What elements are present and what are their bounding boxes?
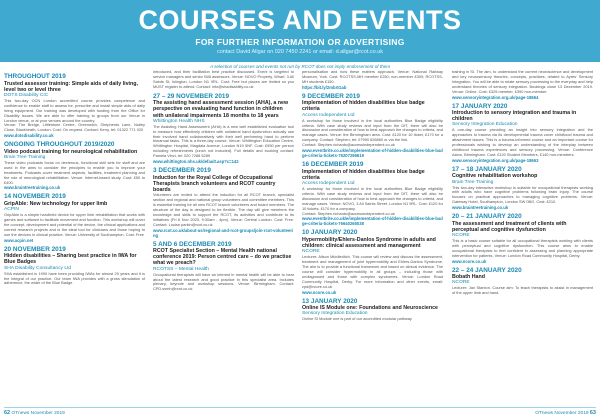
event-organiser: Brain Tree Training xyxy=(4,154,46,160)
event-title: Implementation of hidden disabilities blue badge criteria xyxy=(302,168,425,181)
page-number-right: 63 xyxy=(589,410,596,416)
event-date: 14 NOVEMBER 2019 xyxy=(4,193,66,201)
event-description: personalisation and how these matters approach. Venue: National Railway Museum, York. Cost: RCOTSS-MH member £250; non-member £300; RCOTSS-MH students £150. xyxy=(302,70,443,84)
event-date: 22 – 24 JANUARY 2020 xyxy=(452,266,522,274)
event-organiser: DOTS Disability CIC xyxy=(4,92,49,98)
event-contact: Venue: The Bridge, Littlestone Centre, Greenwich, Shepherds Lane, Nutley Close, Blackheath, London. Cost: On request. Contact: Kerry, tel: 01322 771 020 xyxy=(4,122,145,133)
event-entry xyxy=(4,73,145,138)
event-organiser: Access Independent Ltd xyxy=(302,180,355,186)
event-entry xyxy=(302,298,443,323)
event-description: Occupational therapists will have an interest in mental health will be able to hear about the latest research and good practice in this specialist area. Includes plenary, keynote and workshop sessions. Venue: Birmingham. Contact: CPD.ssmh@rcot.co.uk xyxy=(153,271,294,292)
event-title: Online IS Module one: Foundations and Neuroscience xyxy=(302,305,438,312)
event-date: 10 JANUARY 2020 xyxy=(302,229,358,237)
event-entry xyxy=(452,70,593,100)
event-entry xyxy=(302,93,443,158)
event-description: Lecturer: Jan Stanton. Course aim: To teach therapists to assist in management of the upper limb and hand. xyxy=(452,285,593,296)
intro-disclaimer: A selection of courses and events not run by RCOT does not imply endorsement of them xyxy=(209,64,391,69)
event-description: introduced, and their facilitation best practice discussed. Event is targeted to service managers and senior IWA assessors. Venue: NOVO Property, Wharf, 3 All Saints St, Islington, London N1 9RL. Cost: Free but places are limited so you MUST register to attend. Contact: info@shadisability.co.uk xyxy=(153,70,294,89)
event-entry xyxy=(4,193,145,242)
event-organiser: NCORE xyxy=(452,233,470,239)
publication-left: OTnews November 2019 xyxy=(11,411,65,416)
event-date: 17 JANUARY 2020 xyxy=(452,102,508,110)
event-description: These video podcasts focus on dexterous, functional skill sets for staff and are used in the aims to consider the principles to enable you to improve your treatments. Podcasts cover treatment aspects, facilities, treatment planning and the role of neurological rehabilitation. Venue: Internet-based study. Cost: £50 to £400. xyxy=(4,159,145,185)
event-organiser: RCOTSS – Mental Health xyxy=(153,266,209,272)
event-link[interactable]: https://bit.ly/2mbXGab xyxy=(302,84,347,90)
event-description: A workshop for those involved in the local authorities Blue Badge eligibility criteria. With case study reviews and input from the DfT, there will also be discussion and consideration of how to best approach the changes to criteria, and manage cases. Venue: NOVO, 3 All Saints Street, London N1 9RL. Cost: £120 for 10 tickets, £170 for a company. xyxy=(302,185,443,211)
event-description: SHA established in 1990 have been providing IWAs for almost 20 years and it is the integral of our practice. Our team IWA provides with a gross stimulation of adherence, the wider of the Blue Badge. xyxy=(4,270,145,286)
event-link[interactable]: www.eventbrite.co.uk/e/implementation-of-hidden-disabilities-blue-badge-criteria-tickets-76640265038 xyxy=(302,216,443,227)
event-description: This two-day interactive workshop is suitable for occupational therapists working with adults who have cognitive problems following brain injury. The course focuses on practical approaches to managing cognitive problems. Venue: Gateway Hotel, Southampton, London SW 0BG. Cost: £210. xyxy=(452,184,593,205)
event-title: The assisting hand assessment session (AHA), a new perspective on evaluating hand function in children with unilateral impairments 18 months to 18 years xyxy=(153,100,289,119)
event-description: The Assisting Hand Assessment (AHA) is a new well established evaluation tool to measure how effectively children with unilateral hand dysfunction actually use their involved hand collaboratively with their well performing hand to perform bimanual tasks. This is a three-day course. Venue: Whittington Education Centre, Whittington Hospital, Magdala Avenue, London N19 5NF. Cost: £950 per person including refreshments (lunch not included). Full details and booking contact: Pamela Vinci, tel: 020 7288 5289 xyxy=(153,123,294,159)
event-description: Volunteers are invited to attend the induction for all RCOT branch, specialist section and regional and national group volunteers and committee members. This is essential training for all new RCOT branch volunteers and board members. The structure of the day is designed to be flexible. The day will give members the knowledge and skills to support the RCOT, its activities and contribute to its initiatives (Fri 6 Nov 2020, 9:30am - 4pm). Venue: Central London. Cost: Free. Contact: Louise.parkin@rcot.co.uk xyxy=(153,192,294,227)
event-link[interactable]: www.dotsdisability.co.uk xyxy=(4,133,54,139)
event-title: Implementation of hidden disabilities blue badge criteria xyxy=(302,100,425,113)
event-title: Induction for the Royal College of Occupational Therapists branch volunteers and RCOT country boards xyxy=(153,174,276,193)
event-title: Hidden disabilities – Sharing best practice in IWA for Blue Badges xyxy=(4,253,137,266)
event-description: This two-day OCN London accredited course provides competence and confidence to enable staff to assess for, prescribe and install simple aids of daily living equipment. Our training was developed with funding from the Office for Disability Issues. We are able to offer training to groups from our Venue in London venue, or at your venues around the country. xyxy=(4,97,145,123)
event-entry xyxy=(153,167,294,237)
footer-left xyxy=(4,410,65,416)
event-entry xyxy=(452,213,593,264)
event-organiser: Whittington Health NHS xyxy=(153,118,205,124)
footer-right xyxy=(535,410,596,416)
event-link[interactable]: www.whittington.nhs.uk/default.asp?c=142 xyxy=(153,159,239,165)
event-link[interactable]: www.ncore.co.uk xyxy=(302,289,337,295)
event-link[interactable]: www.rcot.co.uk/about-us/regional-and-rcot-groups/join-rcot-volunteering xyxy=(153,227,294,238)
event-organiser: Brain Tree Training xyxy=(452,179,494,185)
event-entry xyxy=(302,161,443,226)
event-link[interactable]: www.sensoryintegration.org.uk/page-18664 xyxy=(452,94,539,100)
event-organiser: Access Independent Ltd xyxy=(302,112,355,118)
event-description: GripAble is a simple handheld device for upper limb rehabilitation that works with games and software to facilitate movement and function. This workshop will cover the concept, development and potential of the device, the clinical applications and current research projects and is the ideal tool for clinicians and those hoping to use the devices in clinical practice. Venue: University of Southampton. Cost: Free xyxy=(4,212,145,237)
event-date: 17 – 18 JANUARY 2020 xyxy=(452,165,522,173)
event-entry xyxy=(452,267,593,297)
event-date: 5 AND 6 DECEMBER 2019 xyxy=(153,240,232,248)
event-entry xyxy=(452,166,593,210)
event-link[interactable]: www.eventbrite.co.uk/e/implementation-of-hidden-disabilities-blue-badge-criteria-tickets-76207296619 xyxy=(302,148,443,159)
event-link[interactable]: www.braintreetraining.co.uk xyxy=(4,185,61,191)
events-columns xyxy=(4,70,596,406)
event-date: 20 NOVEMBER 2019 xyxy=(4,245,66,253)
event-date: 13 JANUARY 2020 xyxy=(302,297,358,305)
event-date: THROUGHOUT 2019 xyxy=(4,73,66,80)
column-1 xyxy=(4,70,145,406)
event-title: RCOT Specialist Section – Mental Health national conference 2019: Person centred care – do we practise what we preach? xyxy=(153,248,292,267)
header-banner xyxy=(0,0,600,62)
event-date: 9 DECEMBER 2019 xyxy=(302,92,360,100)
publication-right: OTnews November 2019 xyxy=(535,411,589,416)
event-title: Cognitive rehabilitation workshop xyxy=(452,173,538,180)
event-entry xyxy=(302,229,443,294)
event-description: Lecturer: Alison Middleditch. This course will review and discuss the assessment, treatment and management of joint hypermobility and Ehlers-Danlos Syndrome. The aim is to provide a functional framework and based on clinical evidence. The course will consider hypermobility in all groups – including those with undiagnosed and those with complex syndromes. Venue: London Road Community Hospital, Derby. For more information and other events, email: cpd@ncore.co.uk xyxy=(302,254,443,289)
page-title: COURSES AND EVENTS xyxy=(138,5,462,35)
event-title: The assessment and treatment of clients with perceptual and cognitive dysfunction xyxy=(452,220,567,233)
page-number-left: 62 xyxy=(4,410,11,416)
event-description: Online SI Module one is part of our accredited modular pathway xyxy=(302,316,412,322)
event-organiser: NCORE xyxy=(452,280,470,286)
event-date: 27 – 29 NOVEMBER 2019 xyxy=(153,92,230,100)
column-4 xyxy=(452,70,593,406)
event-description: A workshop for those involved in the local authorities Blue Badge eligibility criteria. With case study reviews and input from the DfT, there will also be discussion and consideration of how to best approach the changes to criteria, and manage cases. Venue: the Birmingham area. Cost: £120 for 10 ticket, £170 for a company. Contact: Stephen, tel: 07990 626860 or via the link. xyxy=(302,117,443,143)
event-description: training in SI. The aim, to understand the current neuroscience and development and key neurosensory theories, concepts, practices, related to Ayres' Sensory Integration. You will be able to relate sensory processing to the everyday and help understand theories of sensory integration. Bookings close 13 December 2019. Venue: Online. Cost: £325 member, £390 non-member. xyxy=(452,70,593,94)
event-organiser: Sensory Integration Education xyxy=(452,122,518,128)
event-entry xyxy=(153,241,294,293)
event-date: 16 DECEMBER 2019 xyxy=(302,161,364,169)
event-description: This is a basic course suitable for all occupational therapists working with clients with perceptual and cognitive dysfunction. This course aims to enable occupational therapists to feel confident in assessing and planning appropriate intervention for patients. Venue: London Road Community Hospital, Derby. xyxy=(452,238,593,258)
event-date: ONGOING THROUGHOUT 2019/2020 xyxy=(4,141,115,149)
event-title: GripAble: New technology for upper limb xyxy=(4,200,108,207)
page-subtitle: FOR FURTHER INFORMATION OR ADVERTISING xyxy=(195,37,405,47)
event-link[interactable]: www.braintreetraining.co.uk xyxy=(452,205,509,211)
event-entry xyxy=(452,103,593,163)
event-organiser: ACPIN xyxy=(4,207,19,213)
event-title: Trusted assessor training: Simple aids of daily living, level two or level three xyxy=(4,80,138,93)
column-3 xyxy=(302,70,443,406)
event-title: Hypermobility/Ehlers-Danlos Syndrome in adults and children: clinical assessment and management xyxy=(302,236,436,250)
event-contact: Contact: Stephen.richards@accessindependent.co.uk xyxy=(302,142,395,148)
event-organiser: Sensory Integration Education xyxy=(302,311,368,317)
column-2 xyxy=(153,70,294,406)
event-entry xyxy=(4,141,145,190)
advertising-contact: contact David Allgar on 020 7450 2241 or email: d.allgar@rcot.co.uk xyxy=(216,49,384,55)
event-title: Bobath Hand xyxy=(452,274,485,281)
event-link[interactable]: www.sensoryintegration.org.uk/page-18663 xyxy=(452,157,539,163)
event-entry xyxy=(4,246,145,287)
event-date: 3 DECEMBER 2019 xyxy=(153,167,211,175)
event-entry xyxy=(153,93,294,164)
footer-rule xyxy=(4,407,596,408)
event-entry xyxy=(153,70,294,90)
event-title: Introduction to sensory integration and trauma in children xyxy=(452,110,577,123)
event-description: A one-day course providing an insight into sensory integration and the approaches to trauma via its developmental trauma cover childhood trauma and attachment issues. This is a trauma-informed course and an important course for professionals wishing to develop an understanding of the interplay between childhood trauma experiences and sensory processing. Venue: Conference Aston, Birmingham. Cost: £120 Student Members, £140 non-members. xyxy=(452,127,593,157)
event-entry xyxy=(302,70,443,90)
event-date: 20 – 21 JANUARY 2020 xyxy=(452,213,522,221)
event-title: Video podcast training for neurological rehabilitation xyxy=(4,148,138,155)
event-link[interactable]: www.ncore.co.uk xyxy=(452,258,487,264)
event-link[interactable]: www.acpin.net xyxy=(4,237,34,243)
event-organiser: NCORE xyxy=(302,249,320,255)
event-organiser: SHA Disability Consultancy Ltd xyxy=(4,265,72,271)
event-contact: Contact: Stephen.richards@accessindependent.co.uk xyxy=(302,210,395,216)
